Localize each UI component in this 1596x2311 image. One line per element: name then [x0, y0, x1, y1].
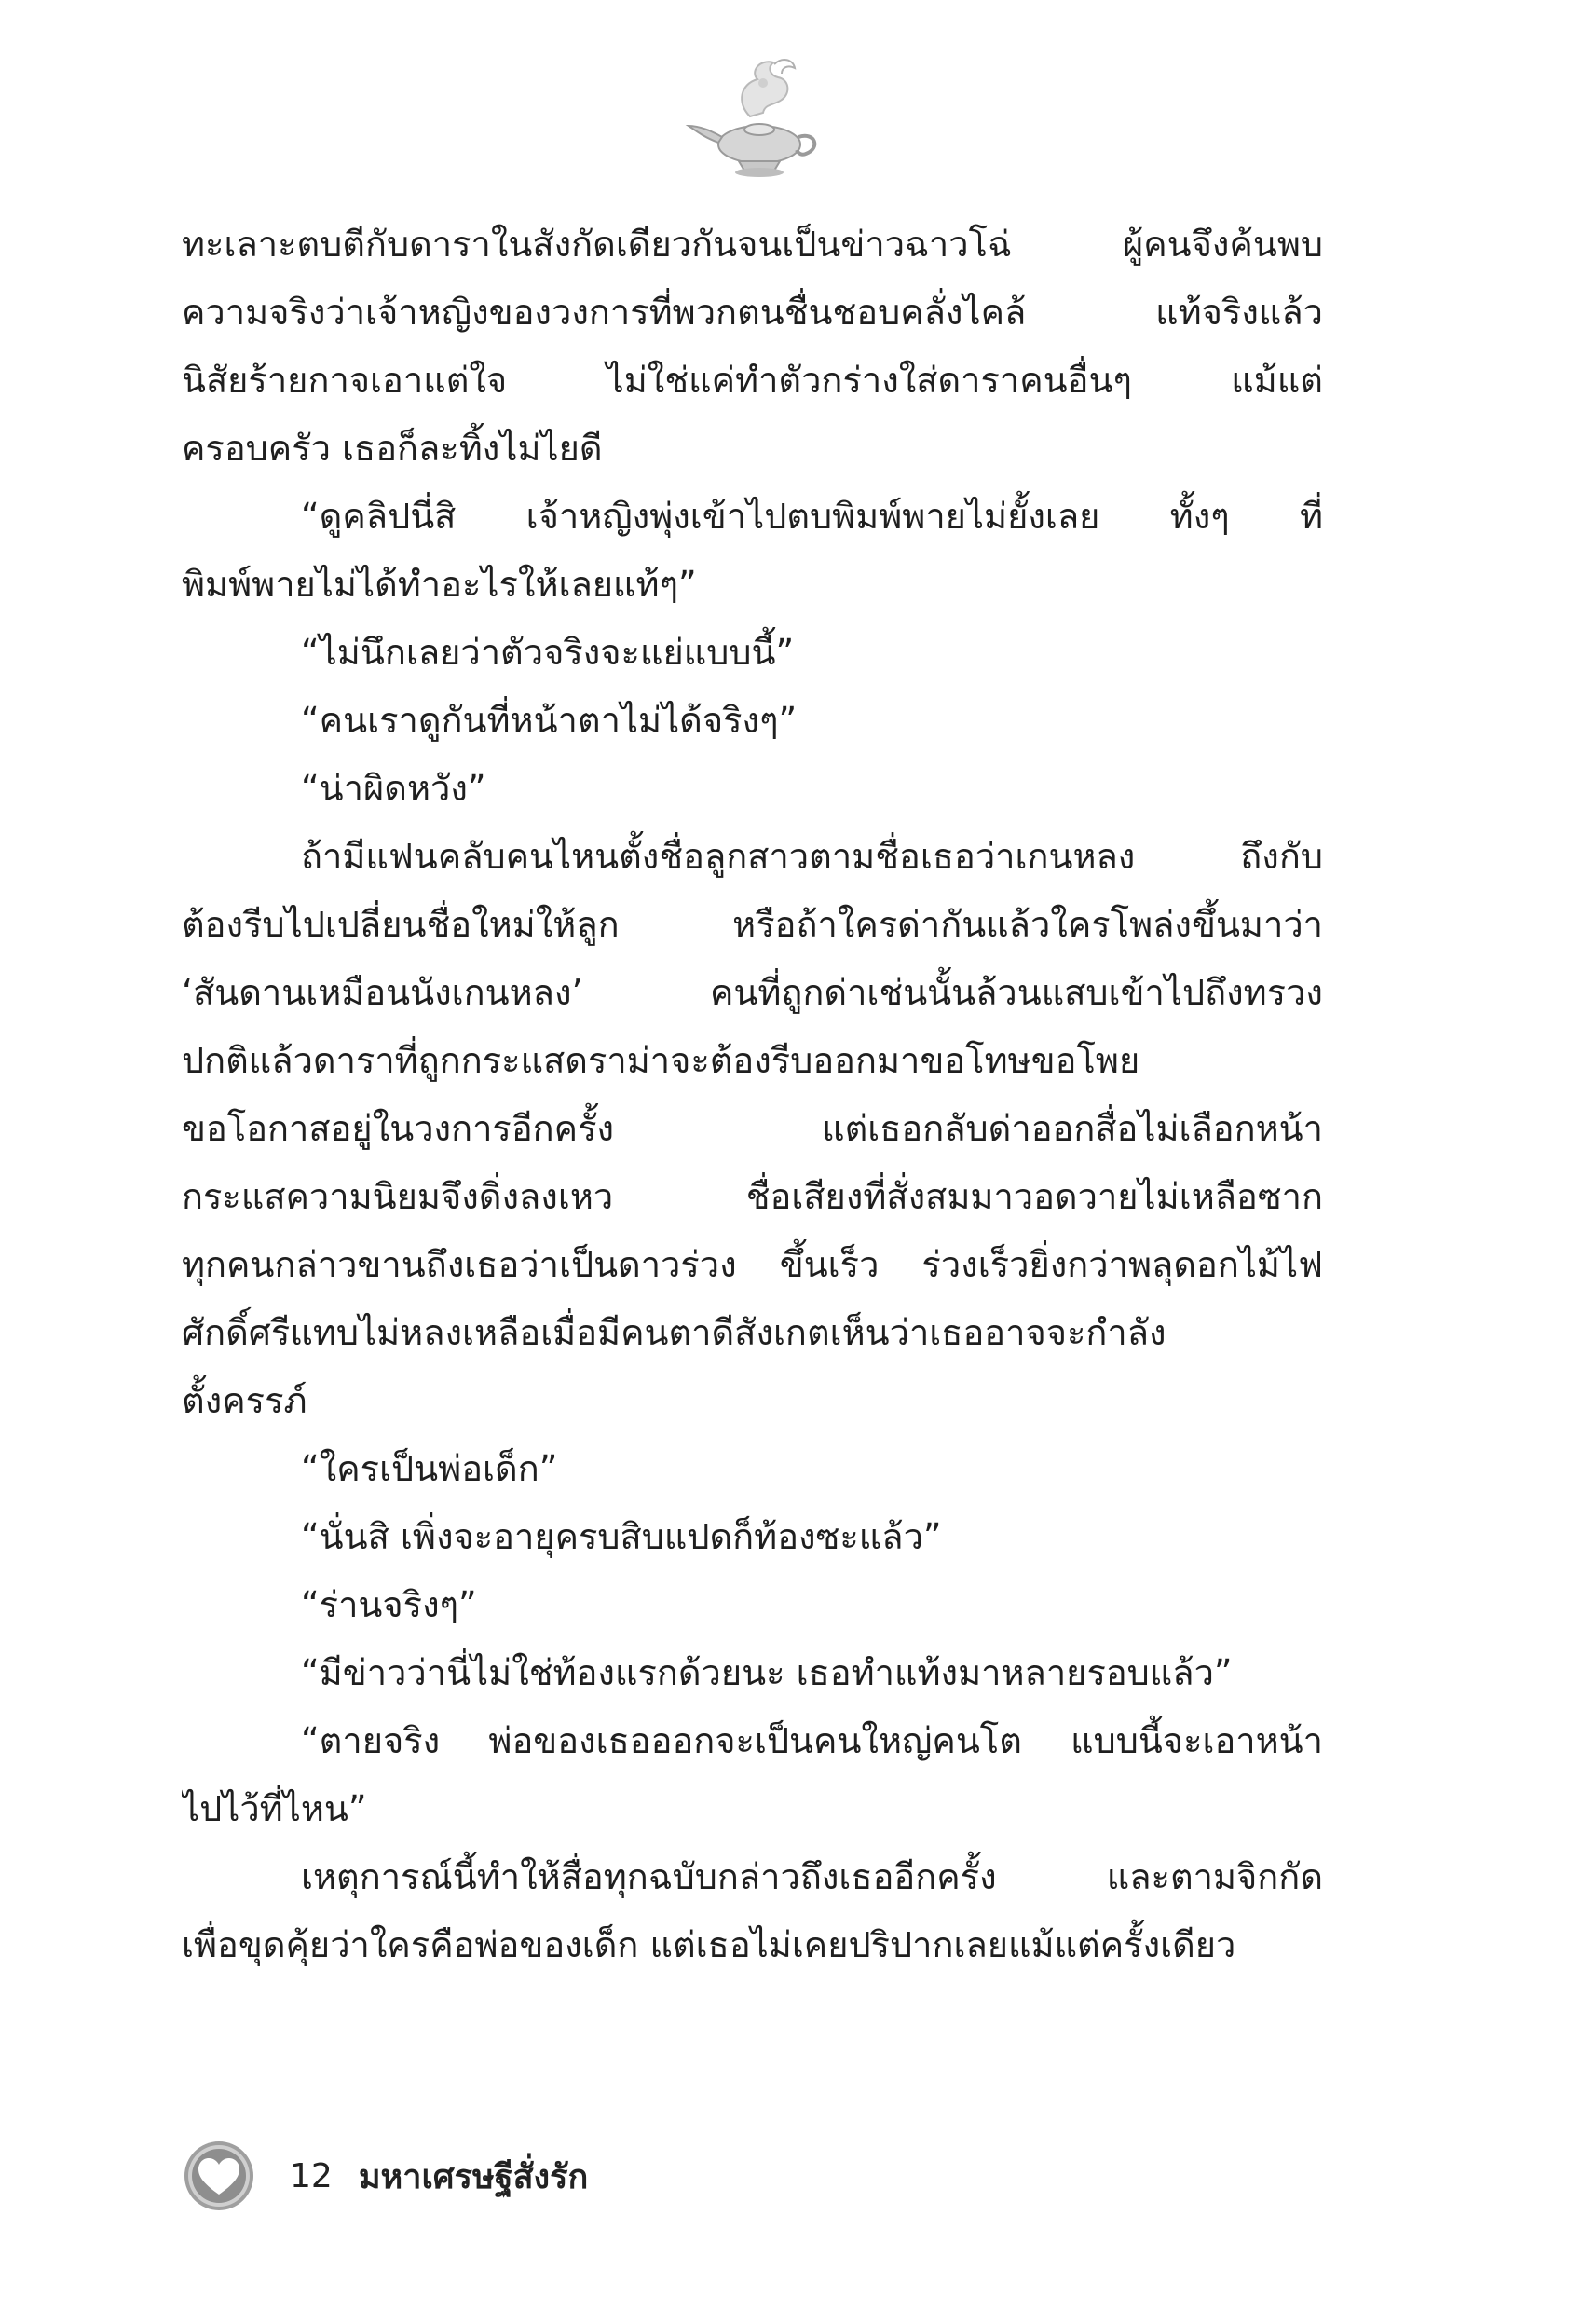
paragraph [182, 1639, 1323, 1707]
text-line: พิมพ์พายไม่ได้ทำอะไรให้เลยแท้ๆ” [182, 564, 697, 605]
paragraph [182, 211, 1323, 483]
text-line: นิสัยร้ายกาจเอาแต่ใจ ไม่ใช่แค่ทำตัวกร่างใส่ดาราคนอื่นๆ แม้แต่ [182, 360, 1323, 401]
paragraph [182, 1843, 1323, 1979]
paragraph [182, 823, 1323, 1435]
text-line: ทุกคนกล่าวขานถึงเธอว่าเป็นดาวร่วง ขึ้นเร็ว ร่วงเร็วยิ่งกว่าพลุดอกไม้ไฟ [182, 1244, 1323, 1285]
text-line: “นั่นสิ เพิ่งจะอายุครบสิบแปดก็ท้องซะแล้ว” [301, 1516, 942, 1557]
page-footer [182, 2139, 1020, 2213]
text-line: ถ้ามีแฟนคลับคนไหนตั้งชื่อลูกสาวตามชื่อเธอว่าเกนหลง ถึงกับ [301, 836, 1323, 877]
paragraph [182, 1503, 1323, 1571]
text-line: ตั้งครรภ์ [182, 1380, 307, 1421]
text-line: ไปไว้ที่ไหน” [182, 1788, 367, 1829]
paragraph [182, 1435, 1323, 1503]
paragraph [182, 755, 1323, 823]
magic-lamp-logo-icon [685, 51, 825, 191]
text-line: “ไม่นึกเลยว่าตัวจริงจะแย่แบบนี้” [301, 632, 795, 673]
paragraph [182, 619, 1323, 687]
text-line: ปกติแล้วดาราที่ถูกกระแสดราม่าจะต้องรีบออกมาขอโทษขอโพย [182, 1040, 1140, 1081]
text-line: “มีข่าวว่านี่ไม่ใช่ท้องแรกด้วยนะ เธอทำแท้งมาหลายรอบแล้ว” [301, 1652, 1233, 1693]
text-line: ทะเลาะตบตีกับดาราในสังกัดเดียวกันจนเป็นข่าวฉาวโฉ่ ผู้คนจึงค้นพบ [182, 224, 1323, 265]
text-line: ครอบครัว เธอก็ละทิ้งไม่ไยดี [182, 428, 603, 469]
heart-icon [182, 2139, 256, 2213]
paragraph [182, 483, 1323, 619]
book-title: มหาเศรษฐีสั่งรัก [358, 2157, 589, 2196]
text-line: เพื่อขุดคุ้ยว่าใครคือพ่อของเด็ก แต่เธอไม่เคยปริปากเลยแม้แต่ครั้งเดียว [182, 1924, 1236, 1965]
text-line: “ร่านจริงๆ” [301, 1584, 477, 1625]
text-line: กระแสความนิยมจึงดิ่งลงเหว ชื่อเสียงที่สั่งสมมาวอดวายไม่เหลือซาก [182, 1176, 1323, 1217]
paragraph [182, 1707, 1323, 1843]
text-line: เหตุการณ์นี้ทำให้สื่อทุกฉบับกล่าวถึงเธออีกครั้ง และตามจิกกัด [301, 1856, 1323, 1897]
text-line: “ตายจริง พ่อของเธอออกจะเป็นคนใหญ่คนโต แบบนี้จะเอาหน้า [301, 1720, 1323, 1761]
paragraph [182, 687, 1323, 755]
page-number: 12 [290, 2156, 333, 2195]
text-line: ‘สันดานเหมือนนังเกนหลง’ คนที่ถูกด่าเช่นนั้นล้วนแสบเข้าไปถึงทรวง [182, 972, 1323, 1013]
body-text [182, 211, 1323, 1979]
text-line: ต้องรีบไปเปลี่ยนชื่อใหม่ให้ลูก หรือถ้าใครด่ากันแล้วใครโพล่งขึ้นมาว่า [182, 904, 1323, 945]
text-line: “ดูคลิปนี่สิ เจ้าหญิงพุ่งเข้าไปตบพิมพ์พายไม่ยั้งเลย ทั้งๆ ที่ [301, 496, 1323, 537]
text-line: “คนเราดูกันที่หน้าตาไม่ได้จริงๆ” [301, 700, 798, 741]
text-line: ความจริงว่าเจ้าหญิงของวงการที่พวกตนชื่นชอบคลั่งไคล้ แท้จริงแล้ว [182, 292, 1323, 333]
text-line: ขอโอกาสอยู่ในวงการอีกครั้ง แต่เธอกลับด่าออกสื่อไม่เลือกหน้า [182, 1108, 1323, 1149]
text-line: ศักดิ์ศรีแทบไม่หลงเหลือเมื่อมีคนตาดีสังเกตเห็นว่าเธออาจจะกำลัง [182, 1312, 1166, 1353]
text-line: “ใครเป็นพ่อเด็ก” [301, 1448, 558, 1489]
text-line: “น่าผิดหวัง” [301, 768, 486, 809]
paragraph [182, 1571, 1323, 1639]
